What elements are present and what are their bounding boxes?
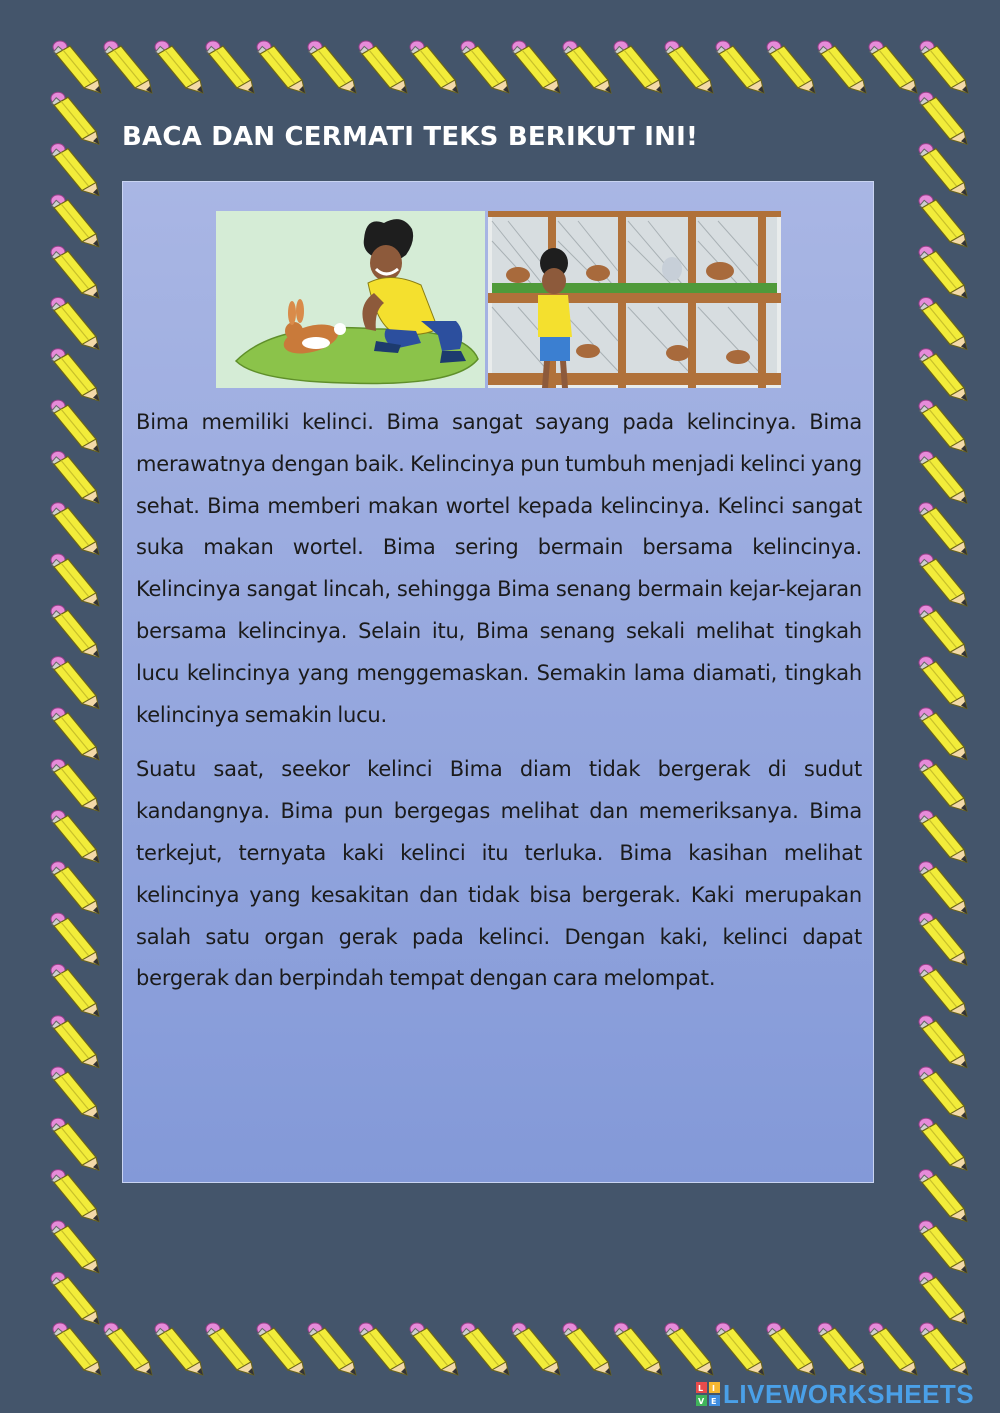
pencil-icon bbox=[410, 1323, 458, 1375]
pencil-icon bbox=[51, 657, 99, 709]
pencil-icon bbox=[51, 1118, 99, 1170]
pencil-icon bbox=[51, 349, 99, 401]
pencil-icon bbox=[51, 708, 99, 760]
pencil-icon bbox=[53, 1323, 101, 1375]
pencil-icon bbox=[51, 862, 99, 914]
pencil-icon bbox=[919, 759, 967, 811]
pencil-icon bbox=[919, 605, 967, 657]
pencil-icon bbox=[665, 1323, 713, 1375]
pencil-icon bbox=[257, 1323, 305, 1375]
pencil-icon bbox=[869, 41, 917, 93]
pencil-icon bbox=[53, 41, 101, 93]
pencil-icon bbox=[869, 1323, 917, 1375]
pencil-icon bbox=[919, 1067, 967, 1119]
pencil-icon bbox=[51, 913, 99, 965]
pencil-icon bbox=[51, 451, 99, 503]
story-paragraph-1: Bima memiliki kelinci. Bima sangat sayang pada kelincinya. Bima merawatnya dengan baik. Kelincinya pun tumbuh menjadi kelinci yang sehat. Bima memberi makan wortel kepada kelincinya. Kelinci sangat suka makan wortel. Bima sering bermain bersama kelincinya. Kelincinya sangat lincah, sehingga Bima senang bermain kejar-kejaran bersama kelincinya. Selain itu, Bima senang sekali melihat tingkah lucu kelincinya yang menggemaskan. Semakin lama diamati, tingkah kelincinya semakin lucu. bbox=[136, 410, 862, 727]
pencil-icon bbox=[919, 862, 967, 914]
pencil-icon bbox=[665, 41, 713, 93]
pencil-icon bbox=[359, 41, 407, 93]
pencil-icon bbox=[51, 298, 99, 350]
pencil-icon bbox=[104, 41, 152, 93]
svg-text:I: I bbox=[712, 1384, 715, 1393]
liveworksheets-logo bbox=[696, 1379, 974, 1409]
pencil-icon bbox=[51, 1221, 99, 1273]
pencil-icon bbox=[919, 554, 967, 606]
pencil-icon bbox=[919, 503, 967, 555]
pencil-icon bbox=[919, 400, 967, 452]
pencil-icon bbox=[919, 298, 967, 350]
pencil-icon bbox=[818, 41, 866, 93]
pencil-icon bbox=[767, 41, 815, 93]
pencil-icon bbox=[716, 41, 764, 93]
pencil-icon bbox=[51, 400, 99, 452]
pencil-icon bbox=[614, 41, 662, 93]
pencil-icon bbox=[308, 1323, 356, 1375]
pencil-icon bbox=[614, 1323, 662, 1375]
pencil-icon bbox=[512, 41, 560, 93]
pencil-icon bbox=[919, 964, 967, 1016]
pencil-icon bbox=[155, 1323, 203, 1375]
pencil-icon bbox=[51, 144, 99, 196]
svg-text:L: L bbox=[698, 1384, 704, 1393]
pencil-icon bbox=[919, 1118, 967, 1170]
pencil-icon bbox=[51, 1170, 99, 1222]
pencil-icon bbox=[51, 195, 99, 247]
pencil-icon bbox=[51, 811, 99, 863]
story-text bbox=[136, 402, 862, 1013]
pencil-icon bbox=[155, 41, 203, 93]
pencil-icon bbox=[919, 708, 967, 760]
pencil-icon bbox=[919, 451, 967, 503]
pencil-icon bbox=[919, 92, 967, 144]
pencil-icon bbox=[818, 1323, 866, 1375]
pencil-icon bbox=[51, 964, 99, 1016]
pencil-icon bbox=[51, 503, 99, 555]
pencil-icon bbox=[919, 246, 967, 298]
pencil-icon bbox=[919, 913, 967, 965]
pencil-icon bbox=[919, 144, 967, 196]
pencil-icon bbox=[919, 1016, 967, 1068]
worksheet-title: BACA DAN CERMATI TEKS BERIKUT INI! bbox=[122, 122, 699, 152]
pencil-icon bbox=[51, 605, 99, 657]
pencil-icon bbox=[461, 1323, 509, 1375]
pencil-icon bbox=[512, 1323, 560, 1375]
pencil-icon bbox=[563, 41, 611, 93]
pencil-icon bbox=[919, 195, 967, 247]
pencil-icon bbox=[257, 41, 305, 93]
pencil-icon bbox=[461, 41, 509, 93]
pencil-icon bbox=[206, 41, 254, 93]
pencil-icon bbox=[359, 1323, 407, 1375]
pencil-icon bbox=[308, 41, 356, 93]
liveworksheets-logo-text: LIVEWORKSHEETS bbox=[723, 1379, 975, 1409]
pencil-icon bbox=[563, 1323, 611, 1375]
pencil-icon bbox=[51, 246, 99, 298]
boy-at-rabbit-cages-illustration bbox=[488, 211, 781, 388]
pencil-icon bbox=[410, 41, 458, 93]
pencil-icon bbox=[767, 1323, 815, 1375]
pencil-icon bbox=[919, 811, 967, 863]
boy-playing-with-rabbit-illustration bbox=[216, 211, 485, 388]
pencil-icon bbox=[104, 1323, 152, 1375]
pencil-icon bbox=[51, 759, 99, 811]
pencil-icon bbox=[51, 1272, 99, 1324]
pencil-icon bbox=[716, 1323, 764, 1375]
pencil-icon bbox=[920, 41, 968, 93]
pencil-icon bbox=[919, 1221, 967, 1273]
liveworksheets-mark-icon bbox=[696, 1382, 720, 1406]
pencil-icon bbox=[919, 657, 967, 709]
pencil-icon bbox=[51, 92, 99, 144]
pencil-icon bbox=[51, 554, 99, 606]
svg-text:E: E bbox=[711, 1397, 717, 1406]
svg-text:V: V bbox=[698, 1397, 705, 1406]
story-paragraph-2: Suatu saat, seekor kelinci Bima diam tidak bergerak di sudut kandangnya. Bima pun bergegas melihat dan memeriksanya. Bima terkejut, ternyata kaki kelinci itu terluka. Bima kasihan melihat kelincinya yang kesakitan dan tidak bisa bergerak. Kaki merupakan salah satu organ gerak pada kelinci. Dengan kaki, kelinci dapat bergerak dan berpindah tempat dengan cara melompat. bbox=[136, 757, 862, 991]
pencil-icon bbox=[919, 1272, 967, 1324]
pencil-icon bbox=[919, 1170, 967, 1222]
pencil-icon bbox=[206, 1323, 254, 1375]
pencil-icon bbox=[920, 1323, 968, 1375]
pencil-icon bbox=[51, 1067, 99, 1119]
illustrations bbox=[216, 211, 782, 388]
pencil-icon bbox=[919, 349, 967, 401]
pencil-icon bbox=[51, 1016, 99, 1068]
reading-panel bbox=[122, 181, 874, 1183]
